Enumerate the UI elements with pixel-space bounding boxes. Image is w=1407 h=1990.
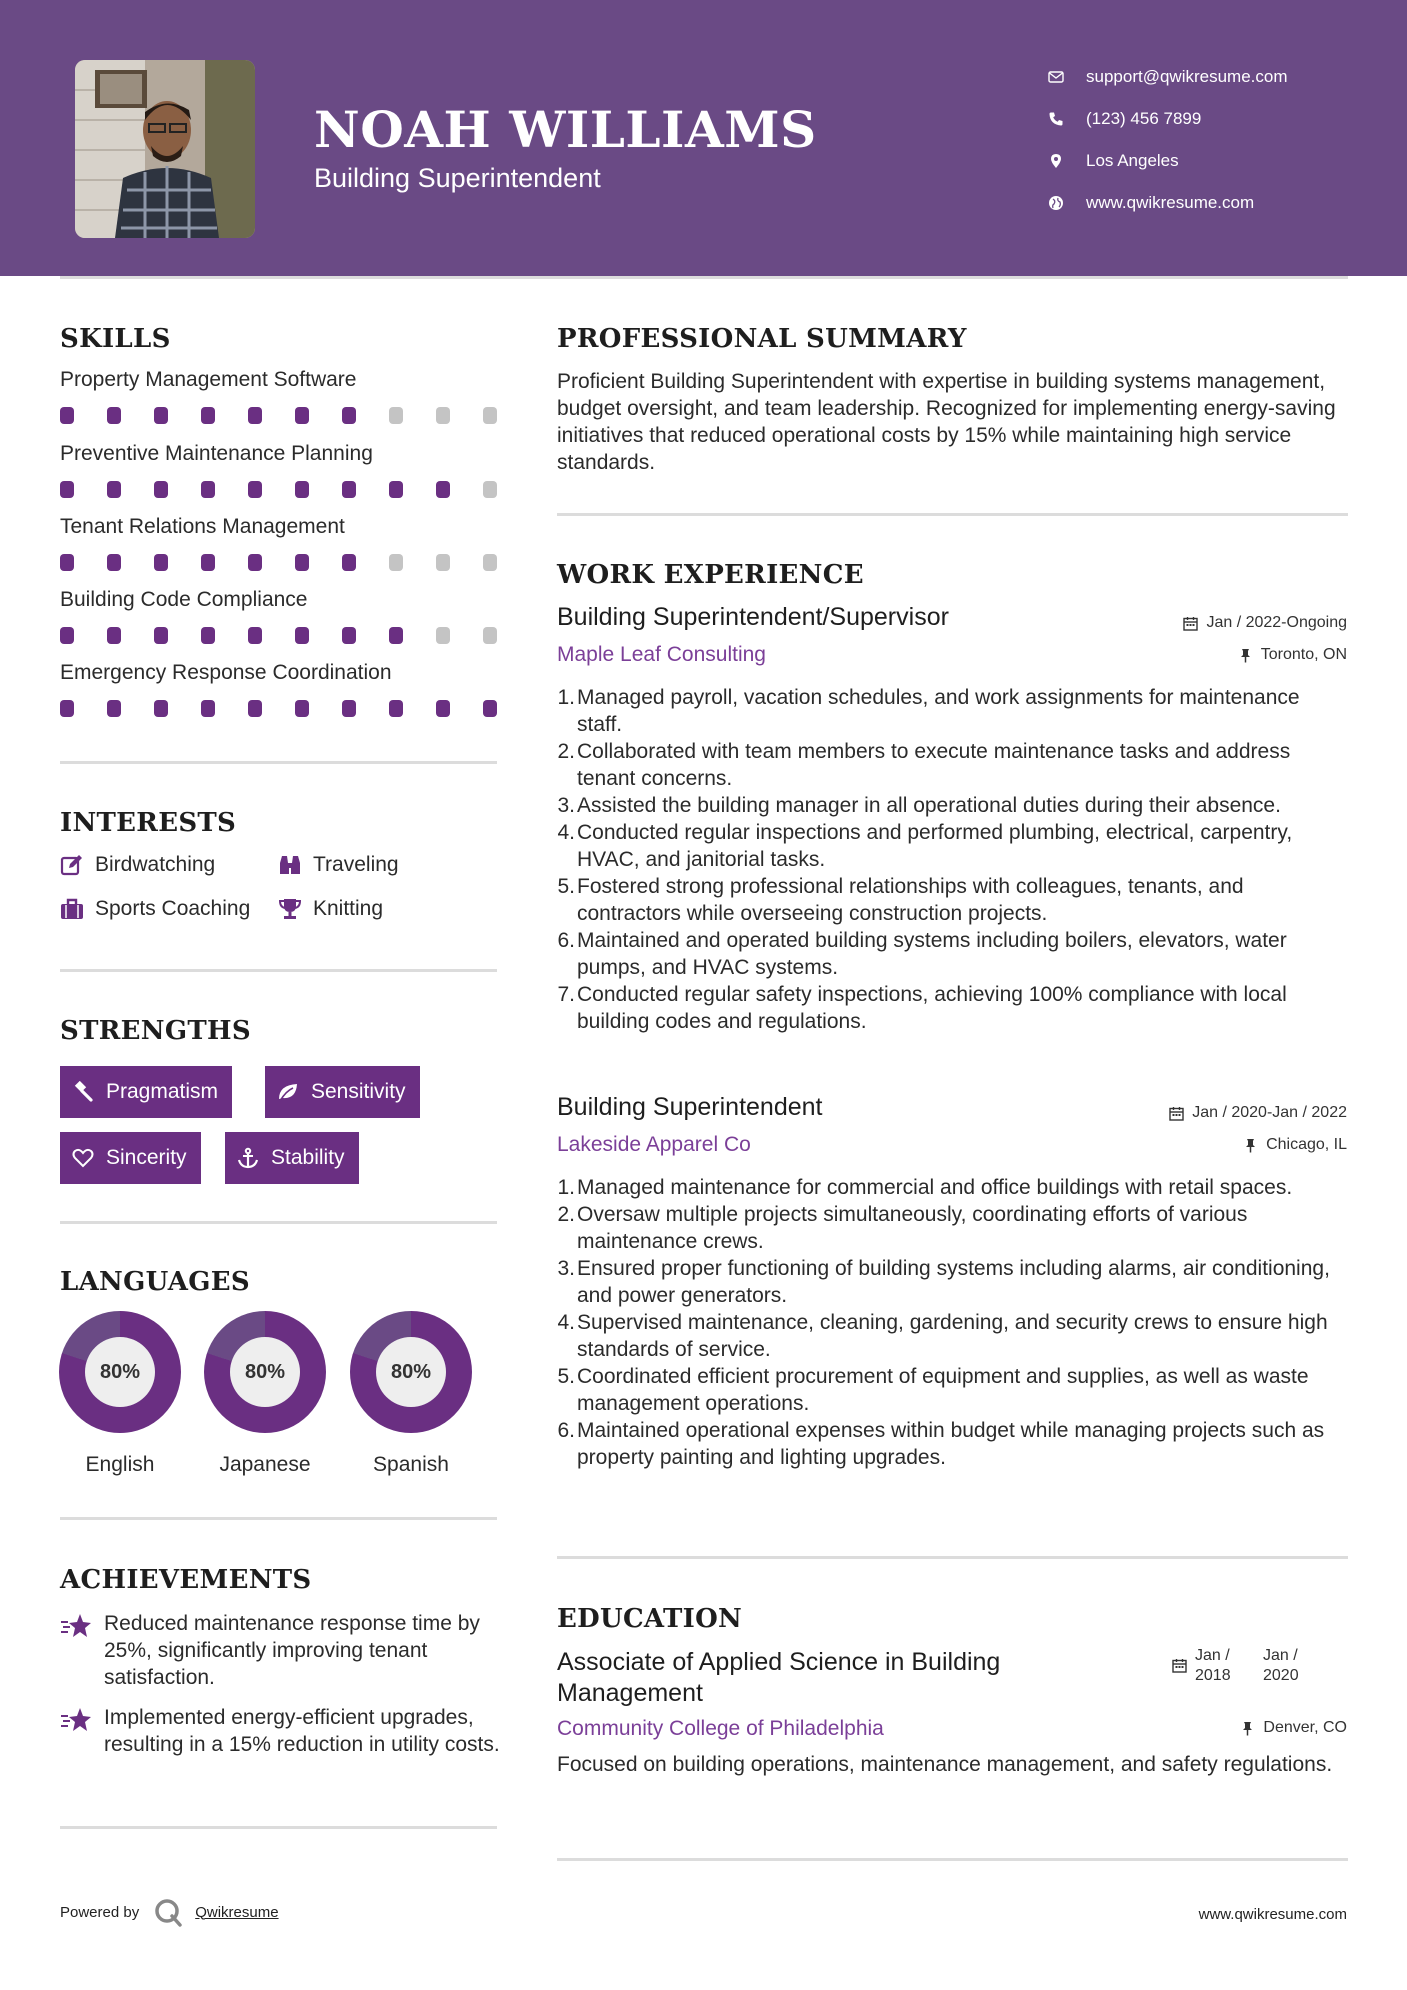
rating-dot-filled	[436, 700, 450, 717]
duty-text: Managed payroll, vacation schedules, and work assignments for maintenance staff.	[577, 686, 1300, 736]
language-name: Japanese	[219, 1453, 311, 1476]
resume-header	[0, 0, 1407, 276]
duty-number: 6.	[557, 929, 575, 952]
contact-email[interactable]	[1048, 56, 1288, 98]
rating-dot-empty	[389, 554, 403, 571]
candidate-title: Building Superintendent	[314, 163, 601, 193]
rating-dot-filled	[295, 627, 309, 644]
duty-item	[557, 738, 1347, 792]
strength-label: Pragmatism	[106, 1080, 219, 1103]
pushpin-icon	[1238, 648, 1253, 663]
strength-tag	[225, 1132, 359, 1184]
calendar-icon	[1183, 616, 1198, 631]
rating-dot-empty	[483, 627, 497, 644]
contact-location-text: Los Angeles	[1086, 151, 1179, 170]
duty-number: 1.	[557, 1176, 575, 1199]
rating-dot-filled	[389, 700, 403, 717]
rating-dot-empty	[483, 407, 497, 424]
duty-item	[557, 1201, 1347, 1255]
rating-dot-filled	[201, 407, 215, 424]
strength-label: Sensitivity	[311, 1080, 406, 1103]
globe-icon	[1048, 195, 1086, 211]
duty-text: Maintained and operated building systems including boilers, elevators, water pumps, and HVAC systems.	[577, 929, 1287, 979]
duty-text: Conducted regular inspections and performed plumbing, electrical, carpentry, HVAC, and janitorial tasks.	[577, 821, 1293, 871]
section-divider	[557, 513, 1348, 516]
rating-dot-filled	[295, 700, 309, 717]
strength-label: Stability	[271, 1146, 345, 1169]
rating-dot-filled	[389, 627, 403, 644]
language-percent: 80%	[85, 1337, 155, 1407]
rating-dot-filled	[201, 481, 215, 498]
rating-dot-filled	[389, 481, 403, 498]
rating-dot-filled	[342, 700, 356, 717]
rating-dot-filled	[60, 700, 74, 717]
duty-text: Collaborated with team members to execute maintenance tasks and address tenant concerns.	[577, 740, 1291, 790]
profile-photo	[75, 60, 255, 238]
strength-label: Sincerity	[106, 1146, 187, 1169]
duty-item	[557, 1309, 1347, 1363]
achievement-text: Implemented energy-efficient upgrades, resulting in a 15% reduction in utility costs.	[104, 1706, 500, 1756]
binoculars-icon	[278, 853, 302, 877]
anchor-icon	[237, 1147, 259, 1169]
job-date	[1183, 614, 1347, 632]
language-name: English	[85, 1453, 155, 1476]
heart-icon	[72, 1147, 94, 1169]
rating-dot-filled	[154, 554, 168, 571]
map-pin-icon	[1048, 153, 1086, 169]
rating-dot-filled	[342, 481, 356, 498]
section-divider	[60, 761, 497, 764]
education-description: Focused on building operations, maintenance management, and safety regulations.	[557, 1753, 1333, 1776]
strength-tag	[60, 1066, 232, 1118]
duty-text: Coordinated efficient procurement of equipment and supplies, as well as waste management operations.	[577, 1365, 1309, 1415]
languages-heading: LANGUAGES	[60, 1267, 250, 1297]
strength-tag	[60, 1132, 201, 1184]
rating-dot-empty	[483, 554, 497, 571]
rating-dot-filled	[154, 407, 168, 424]
skill-item	[60, 661, 497, 717]
rating-dot-filled	[107, 481, 121, 498]
skill-name: Preventive Maintenance Planning	[60, 442, 373, 465]
job-role: Building Superintendent/Supervisor	[557, 603, 949, 631]
rating-dot-filled	[248, 700, 262, 717]
strength-tag	[265, 1066, 420, 1118]
interest-label: Birdwatching	[95, 853, 216, 876]
rating-dot-filled	[154, 481, 168, 498]
qwikresume-link[interactable]: Qwikresume	[195, 1903, 279, 1921]
rating-dot-filled	[342, 627, 356, 644]
rating-dot-filled	[342, 554, 356, 571]
duty-number: 3.	[557, 1257, 575, 1280]
education-location	[1240, 1719, 1347, 1737]
rating-dot-filled	[60, 481, 74, 498]
interest-item	[278, 897, 383, 921]
achievement-item	[60, 1704, 500, 1758]
calendar-icon	[1172, 1658, 1187, 1673]
pencil-square-icon	[60, 853, 84, 877]
section-divider	[60, 1826, 497, 1829]
duty-number: 7.	[557, 983, 575, 1006]
rating-dot-filled	[295, 554, 309, 571]
rating-dot-filled	[60, 627, 74, 644]
duty-item	[557, 792, 1347, 819]
interests-heading: INTERESTS	[60, 808, 237, 838]
strengths-heading: STRENGTHS	[60, 1016, 251, 1046]
trophy-icon	[278, 897, 302, 921]
interest-label: Knitting	[313, 897, 384, 920]
skill-item	[60, 588, 497, 644]
duty-item	[557, 1255, 1347, 1309]
duty-number: 2.	[557, 740, 575, 763]
footer-powered-by	[60, 1897, 279, 1927]
candidate-name: NOAH WILLIAMS	[314, 100, 817, 159]
duty-item	[557, 1363, 1347, 1417]
duty-text: Managed maintenance for commercial and office buildings with retail spaces.	[577, 1176, 1293, 1199]
duty-item	[557, 981, 1347, 1035]
duty-text: Oversaw multiple projects simultaneously, coordinating efforts of various maintenance crews.	[577, 1203, 1248, 1253]
skill-name: Tenant Relations Management	[60, 515, 345, 538]
education-date	[1172, 1646, 1311, 1686]
duty-number: 6.	[557, 1419, 575, 1442]
education-date-end: Jan / 2020	[1263, 1647, 1299, 1684]
section-divider	[60, 1221, 497, 1224]
contact-phone-text: (123) 456 7899	[1086, 109, 1202, 128]
summary-text: Proficient Building Superintendent with expertise in building systems management, budget oversight, and team leadership. Recognized for implementing energy-saving initiatives that reduced operational costs by 15% while maintaining high service standards.	[557, 370, 1336, 474]
education-degree: Associate of Applied Science in Building Management	[557, 1648, 1001, 1707]
contact-website[interactable]	[1048, 182, 1288, 224]
education-location-text: Denver, CO	[1263, 1719, 1347, 1736]
job-date-text: Jan / 2022-Ongoing	[1206, 614, 1347, 631]
skill-rating	[60, 481, 497, 498]
rating-dot-filled	[201, 700, 215, 717]
rating-dot-empty	[436, 407, 450, 424]
section-divider	[557, 1858, 1348, 1861]
shooting-star-icon	[60, 1612, 92, 1640]
interest-item	[60, 853, 215, 877]
interest-item	[278, 853, 399, 877]
section-divider	[557, 1556, 1348, 1559]
rating-dot-empty	[436, 554, 450, 571]
rating-dot-filled	[107, 554, 121, 571]
duty-item	[557, 927, 1347, 981]
interest-label: Traveling	[313, 853, 399, 876]
duty-item	[557, 819, 1347, 873]
duty-text: Conducted regular safety inspections, achieving 100% compliance with local building codes and regulations.	[577, 983, 1287, 1033]
contact-website-text: www.qwikresume.com	[1086, 193, 1255, 212]
skill-rating	[60, 554, 497, 571]
footer-website-link[interactable]: www.qwikresume.com	[1198, 1906, 1347, 1923]
skill-item	[60, 442, 497, 498]
skill-item	[60, 515, 497, 571]
calendar-icon	[1169, 1106, 1184, 1121]
language-progress-ring	[59, 1311, 181, 1433]
duty-item	[557, 1174, 1347, 1201]
section-divider	[60, 1517, 497, 1520]
skill-name: Emergency Response Coordination	[60, 661, 392, 684]
rating-dot-filled	[60, 407, 74, 424]
pushpin-icon	[1240, 1721, 1255, 1736]
education-school: Community College of Philadelphia	[557, 1717, 884, 1740]
job-date	[1169, 1104, 1347, 1122]
pushpin-icon	[1243, 1138, 1258, 1153]
job-duties	[557, 684, 1347, 1035]
duty-text: Assisted the building manager in all operational duties during their absence.	[577, 794, 1281, 817]
contact-email-text: support@qwikresume.com	[1086, 67, 1288, 86]
language-item	[349, 1311, 473, 1477]
skill-rating	[60, 407, 497, 424]
duty-number: 4.	[557, 821, 575, 844]
duty-number: 5.	[557, 875, 575, 898]
rating-dot-filled	[342, 407, 356, 424]
contact-phone[interactable]	[1048, 98, 1288, 140]
language-percent: 80%	[230, 1337, 300, 1407]
rating-dot-filled	[248, 481, 262, 498]
interest-label: Sports Coaching	[95, 897, 251, 920]
rating-dot-filled	[248, 554, 262, 571]
education-heading: EDUCATION	[557, 1604, 743, 1634]
briefcase-icon	[60, 897, 84, 921]
rating-dot-filled	[436, 481, 450, 498]
rating-dot-filled	[295, 407, 309, 424]
job-role: Building Superintendent	[557, 1093, 823, 1121]
rating-dot-filled	[107, 407, 121, 424]
skill-rating	[60, 627, 497, 644]
job-location-text: Toronto, ON	[1260, 646, 1347, 663]
achievement-item	[60, 1610, 500, 1691]
rating-dot-filled	[107, 627, 121, 644]
rating-dot-filled	[201, 554, 215, 571]
summary-heading: PROFESSIONAL SUMMARY	[557, 324, 967, 354]
rating-dot-filled	[248, 627, 262, 644]
rating-dot-filled	[201, 627, 215, 644]
interest-item	[60, 897, 250, 921]
duty-number: 4.	[557, 1311, 575, 1334]
achievements-heading: ACHIEVEMENTS	[60, 1565, 312, 1595]
duty-number: 1.	[557, 686, 575, 709]
rating-dot-empty	[436, 627, 450, 644]
duty-text: Maintained operational expenses within budget while managing projects such as property painting and lighting upgrades.	[577, 1419, 1325, 1469]
language-item	[203, 1311, 327, 1477]
shooting-star-icon	[60, 1706, 92, 1734]
rating-dot-filled	[483, 700, 497, 717]
gavel-icon	[72, 1081, 94, 1103]
duty-item	[557, 1417, 1347, 1471]
phone-icon	[1048, 111, 1086, 127]
contact-list	[1048, 56, 1288, 224]
rating-dot-filled	[295, 481, 309, 498]
contact-location	[1048, 140, 1288, 182]
section-divider	[60, 969, 497, 972]
duty-item	[557, 873, 1347, 927]
job-date-text: Jan / 2020-Jan / 2022	[1192, 1104, 1347, 1121]
duty-number: 3.	[557, 794, 575, 817]
skill-rating	[60, 700, 497, 717]
language-name: Spanish	[373, 1453, 449, 1476]
powered-by-label: Powered by	[60, 1903, 140, 1921]
rating-dot-filled	[154, 700, 168, 717]
job-location-text: Chicago, IL	[1266, 1136, 1347, 1153]
rating-dot-filled	[154, 627, 168, 644]
rating-dot-empty	[483, 481, 497, 498]
skill-item	[60, 368, 497, 424]
achievement-text: Reduced maintenance response time by 25%, significantly improving tenant satisfaction.	[104, 1612, 480, 1689]
language-progress-ring	[204, 1311, 326, 1433]
skill-name: Building Code Compliance	[60, 588, 308, 611]
header-divider	[60, 276, 1348, 279]
envelope-icon	[1048, 69, 1086, 85]
job-duties	[557, 1174, 1347, 1471]
job-location	[1238, 646, 1347, 664]
skill-name: Property Management Software	[60, 368, 357, 391]
rating-dot-filled	[60, 554, 74, 571]
rating-dot-empty	[389, 407, 403, 424]
job-company: Lakeside Apparel Co	[557, 1133, 751, 1156]
job-location	[1243, 1136, 1347, 1154]
duty-item	[557, 684, 1347, 738]
rating-dot-filled	[107, 700, 121, 717]
rating-dot-filled	[248, 407, 262, 424]
duty-number: 2.	[557, 1203, 575, 1226]
duty-number: 5.	[557, 1365, 575, 1388]
experience-heading: WORK EXPERIENCE	[557, 560, 864, 590]
duty-text: Fostered strong professional relationships with colleagues, tenants, and contractors while overseeing construction projects.	[577, 875, 1244, 925]
duty-text: Supervised maintenance, cleaning, gardening, and security crews to ensure high standards of service.	[577, 1311, 1328, 1361]
skills-heading: SKILLS	[60, 324, 171, 354]
language-progress-ring	[350, 1311, 472, 1433]
leaf-icon	[277, 1081, 299, 1103]
duty-text: Ensured proper functioning of building systems including alarms, air conditioning, and power generators.	[577, 1257, 1330, 1307]
education-date-start: Jan / 2018	[1195, 1647, 1231, 1684]
qwikresume-logo-icon	[153, 1897, 183, 1927]
language-item	[58, 1311, 182, 1477]
job-company: Maple Leaf Consulting	[557, 643, 766, 666]
language-percent: 80%	[376, 1337, 446, 1407]
